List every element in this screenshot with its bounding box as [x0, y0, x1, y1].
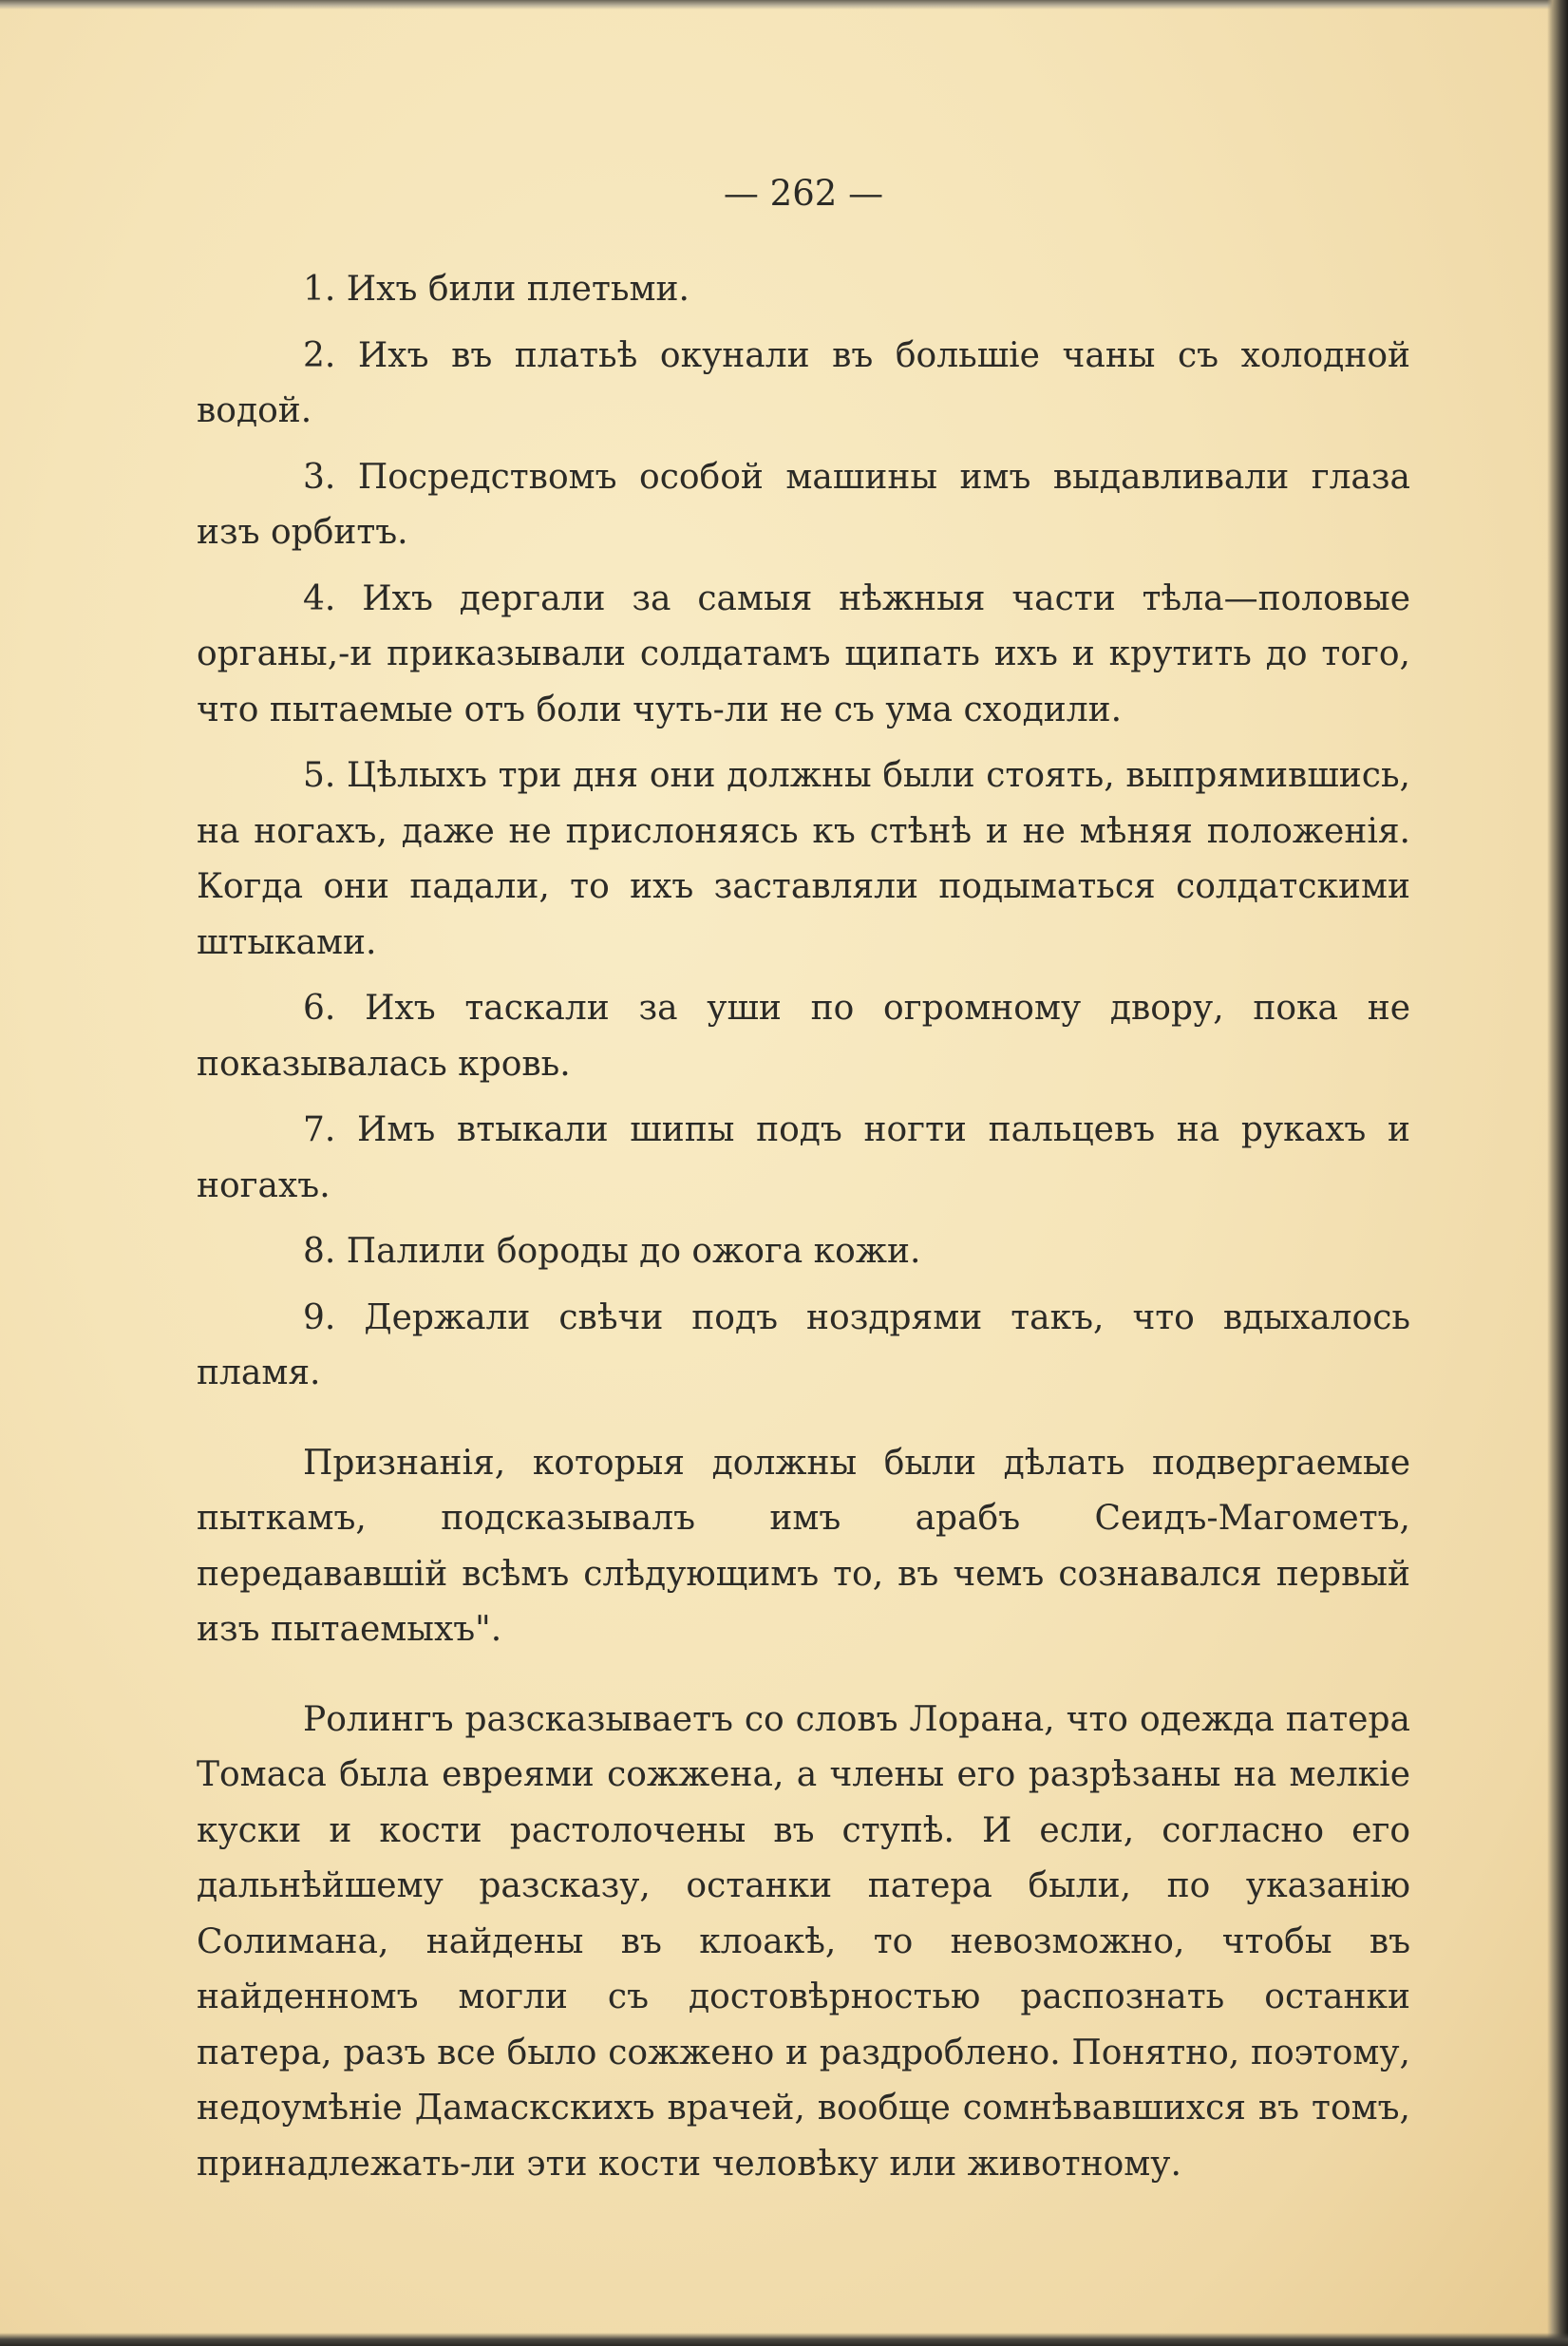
- page-text-block: [197, 171, 1410, 2203]
- list-item-5: 5. Цѣлыхъ три дня они должны были стоять, выпрямившись, на ногахъ, даже не прислоняясь къ стѣнѣ и не мѣняя положенія. Когда они падали, то ихъ заставляли подыматься солдатскими штыками.: [197, 756, 1410, 962]
- list-item-4: 4. Ихъ дергали за самыя нѣжныя части тѣла—половые органы,-и приказывали солдатамъ щипать ихъ и крутить до того, что пытаемые отъ боли чуть-ли не съ ума сходили.: [197, 578, 1410, 729]
- list-item-3: 3. Посредствомъ особой машины имъ выдавливали глаза изъ орбитъ.: [197, 457, 1410, 552]
- list-item-2: 2. Ихъ въ платьѣ окунали въ большіе чаны съ холодной водой.: [197, 335, 1410, 430]
- list-item-8: 8. Палили бороды до ожога кожи.: [303, 1232, 921, 1271]
- page-top-shadow: [0, 0, 1568, 9]
- paragraph-rolling-account: Ролингъ разсказываетъ со словъ Лорана, что одежда патера Томаса была евреями сожжена, а члены его разрѣзаны на мелкіе куски и кости растолочены въ ступѣ. И если, согласно его дальнѣйшему разсказу, останки патера были, по указанію Солимана, найдены въ клоакѣ, то невозможно, чтобы въ найденномъ могли съ достовѣрностью распознать останки патера, разъ все было сожжено и раздроблено. Понятно, поэтому, недоумѣніе Дамаскскихъ врачей, вообще сомнѣвавшихся въ томъ, принадлежать-ли эти кости человѣку или животному.: [197, 1699, 1410, 2184]
- list-item-1: 1. Ихъ били плетьми.: [303, 270, 690, 309]
- page-bottom-shadow: [0, 2333, 1568, 2346]
- page-number: — 262 —: [723, 173, 884, 214]
- list-item-6: 6. Ихъ таскали за уши по огромному двору, пока не показывалась кровь.: [197, 989, 1410, 1084]
- paragraph-confessions: Признанія, которыя должны были дѣлать подвергаемые пыткамъ, подсказывалъ имъ арабъ Сеидъ-Магометъ, передававшій всѣмъ слѣдующимъ то, въ чемъ сознавался первый изъ пытаемыхъ".: [197, 1443, 1410, 1649]
- list-item-9: 9. Держали свѣчи подъ ноздрями такъ, что вдыхалось пламя.: [197, 1297, 1410, 1392]
- page-right-shadow: [1547, 0, 1568, 2346]
- list-item-7: 7. Имъ втыкали шипы подъ ногти пальцевъ на рукахъ и ногахъ.: [197, 1110, 1410, 1205]
